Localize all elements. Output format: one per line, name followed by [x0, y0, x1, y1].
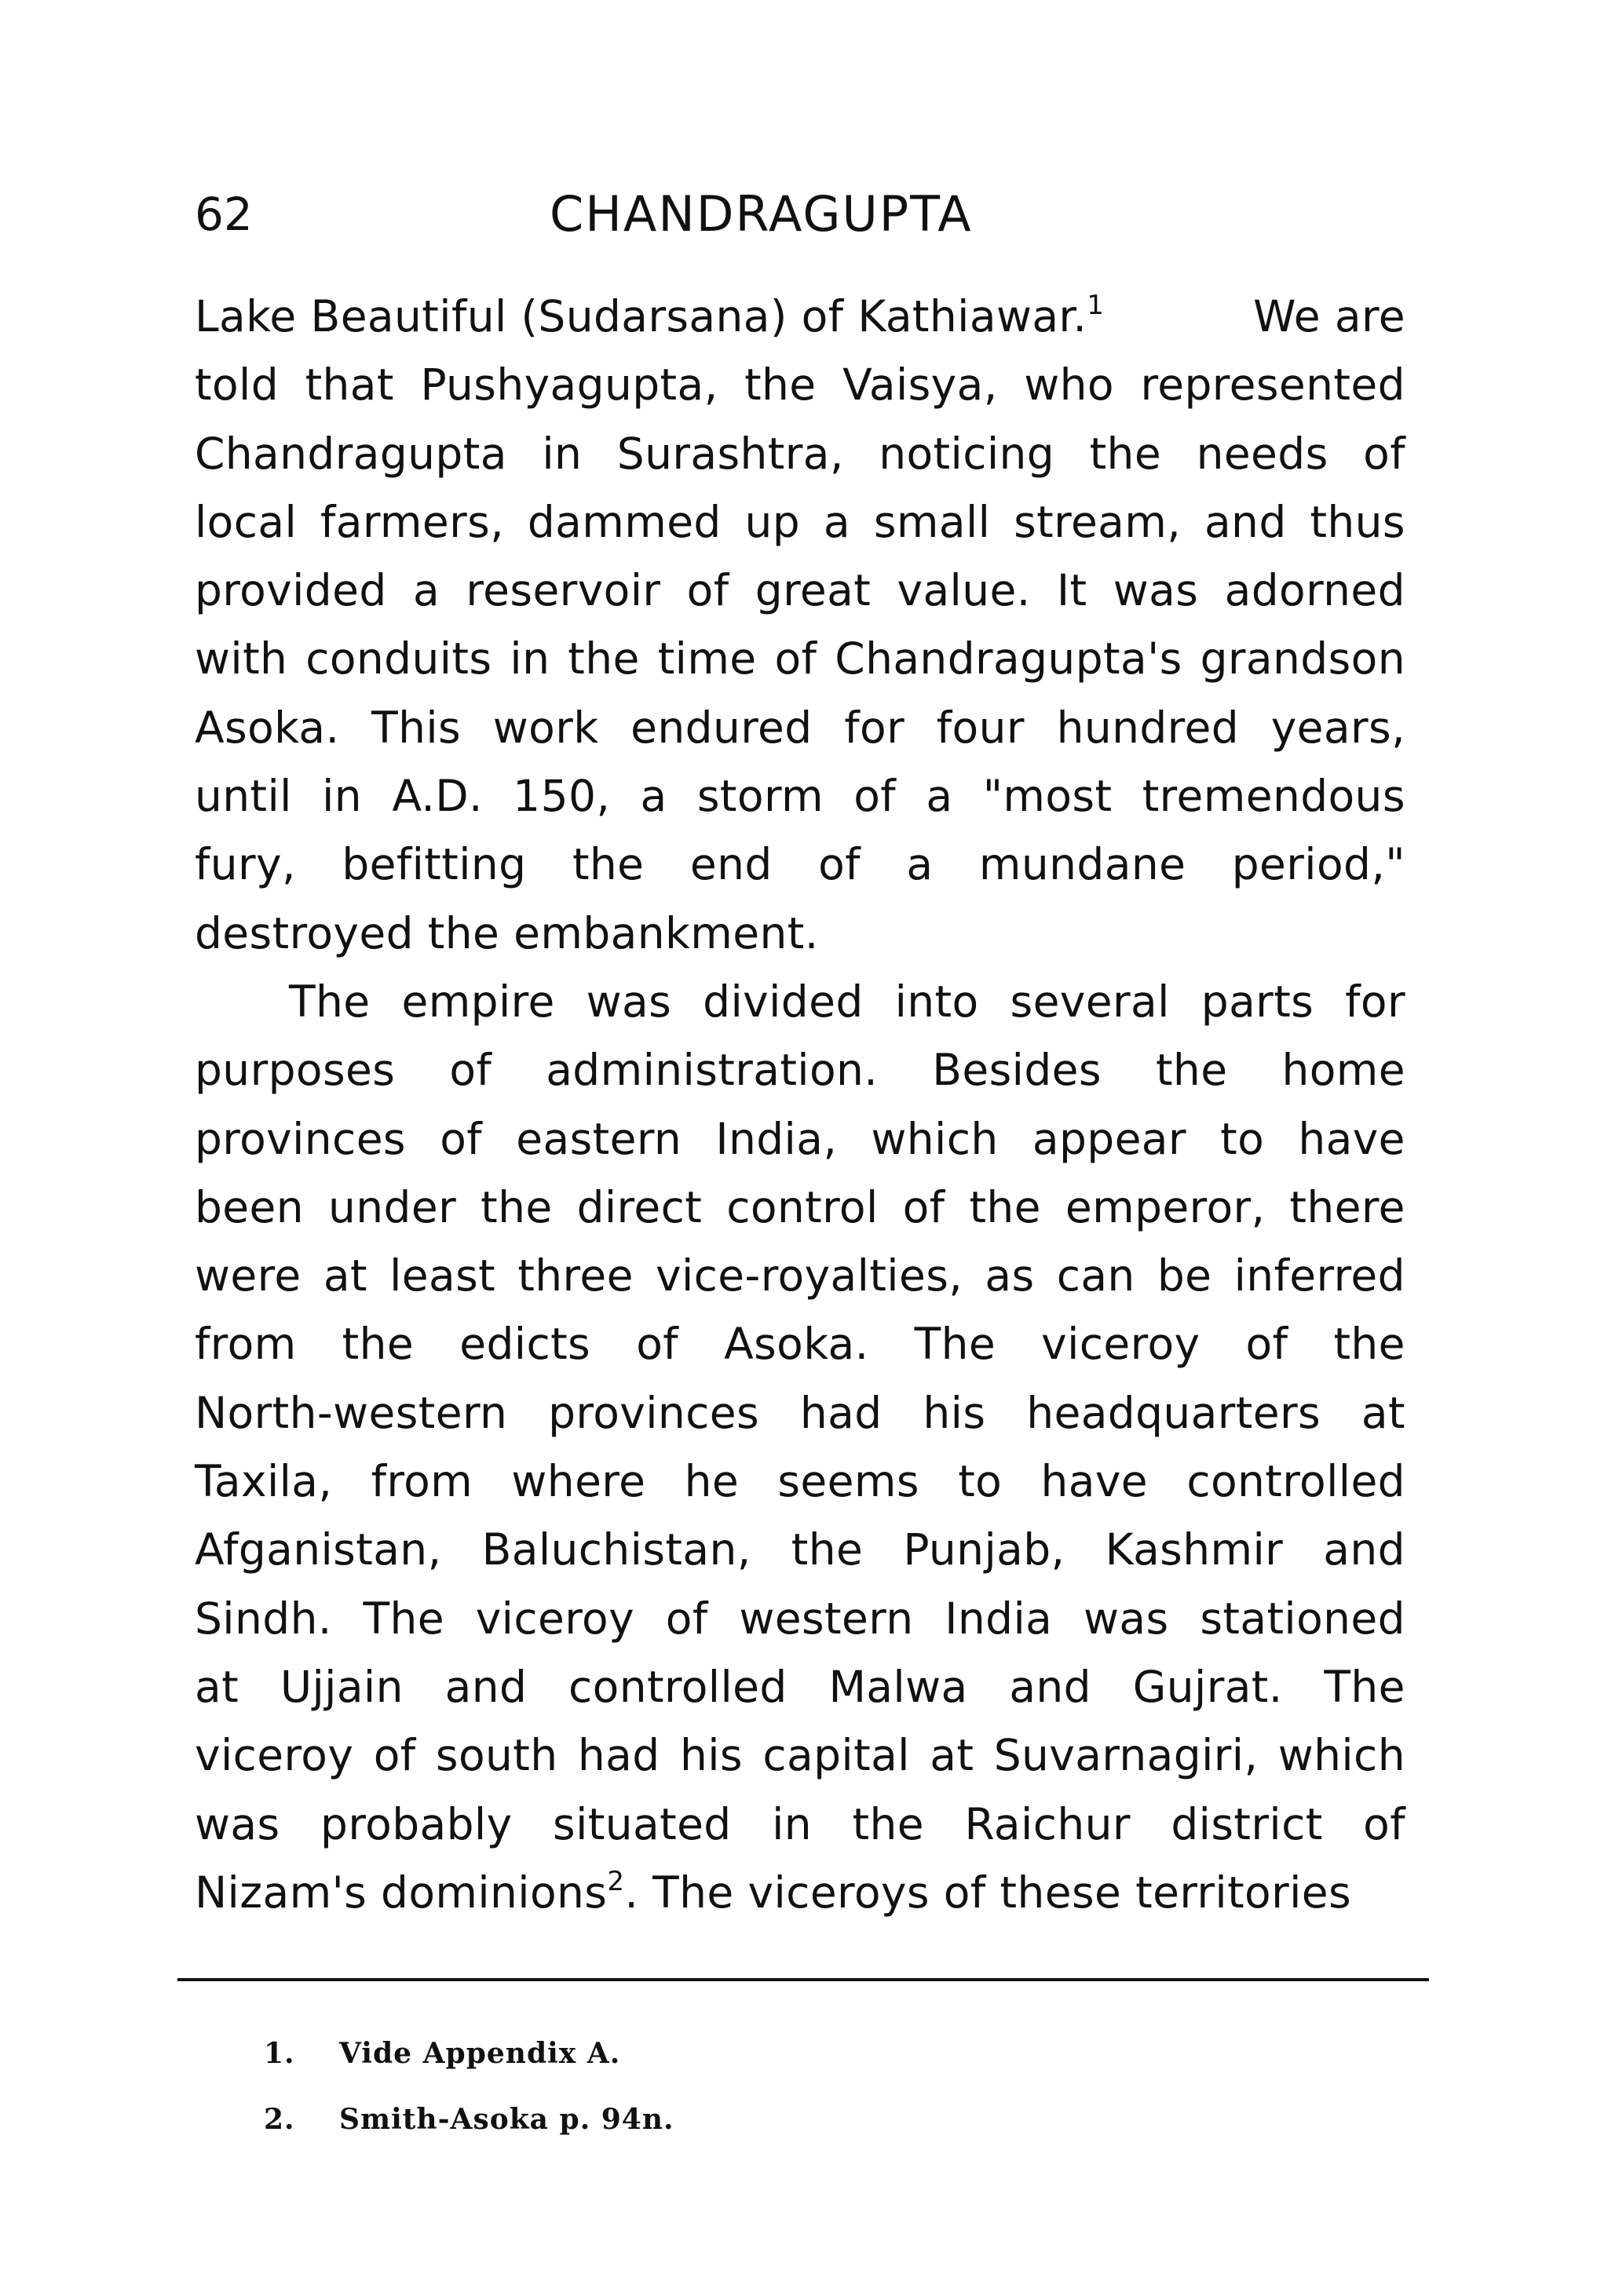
word: end [689, 839, 773, 890]
word: of [636, 1319, 679, 1370]
word: the [744, 360, 817, 411]
word: India [945, 1593, 1053, 1644]
word: the [481, 1181, 553, 1232]
word: viceroy [195, 1730, 354, 1781]
word: fury, [195, 839, 296, 890]
word: was [1084, 1593, 1169, 1644]
word: probably [320, 1798, 513, 1849]
word: several [1010, 976, 1170, 1027]
word: Punjab, [903, 1524, 1065, 1575]
word: India, [715, 1113, 838, 1164]
word: home [1281, 1045, 1405, 1096]
word: Taxila, [195, 1456, 333, 1507]
text-line [195, 694, 1405, 762]
word: inferred [1233, 1250, 1405, 1301]
word: was [586, 976, 672, 1027]
word: had [799, 1387, 883, 1438]
word: for [844, 702, 905, 753]
word: at [930, 1730, 974, 1781]
word: his [679, 1730, 743, 1781]
word: a [640, 771, 667, 822]
text-line [195, 283, 1405, 351]
word: viceroy [1041, 1319, 1201, 1370]
word: divided [703, 976, 864, 1027]
word: endured [630, 702, 813, 753]
footnote [264, 2086, 1285, 2152]
footnote-number: 2. [264, 2103, 295, 2136]
word: of [686, 565, 729, 616]
word: stream, [1014, 496, 1182, 547]
word: that [305, 360, 394, 411]
word: headquarters [1026, 1387, 1321, 1438]
word: district [1171, 1798, 1323, 1849]
word: four [936, 702, 1025, 753]
footnote-number: 1. [264, 2037, 295, 2070]
text-line [195, 488, 1405, 557]
word: a [412, 565, 440, 616]
word: appear [1032, 1113, 1186, 1164]
text-line [195, 420, 1405, 488]
word: can [1056, 1250, 1135, 1301]
word: told [195, 360, 280, 411]
word: Sindh. [195, 1593, 332, 1644]
word: capital [762, 1730, 910, 1781]
word: in [322, 771, 363, 822]
word: least [389, 1250, 496, 1301]
word: North-western [195, 1387, 508, 1438]
word: The [363, 1593, 444, 1644]
line-segment: Nizam's dominions$^2$. The viceroys of these territories [195, 1865, 1352, 1918]
word: and [1323, 1524, 1405, 1575]
text-line [195, 1585, 1405, 1653]
word: of [1363, 428, 1405, 479]
text-line [195, 762, 1405, 830]
line-segment: We are [1253, 291, 1405, 341]
word: and [444, 1661, 528, 1712]
word: who [1024, 360, 1114, 411]
word: in [772, 1798, 813, 1849]
word: under [328, 1181, 457, 1232]
word: Gujrat. [1132, 1661, 1283, 1712]
word: adorned [1224, 565, 1405, 616]
word: "most [982, 771, 1113, 822]
word: Vaisya, [842, 360, 998, 411]
text-line [195, 1859, 1405, 1927]
word: a [926, 771, 953, 822]
word: conduits [305, 633, 492, 684]
word: from [195, 1319, 297, 1370]
text-line [195, 830, 1405, 899]
word: at [1361, 1387, 1405, 1438]
word: great [755, 565, 872, 616]
word: with [195, 633, 288, 684]
word: be [1157, 1250, 1212, 1301]
word: The [1324, 1661, 1405, 1712]
word: eastern [516, 1113, 682, 1164]
word: controlled [568, 1661, 788, 1712]
word: of [665, 1593, 708, 1644]
footnotes [264, 2020, 1285, 2152]
word: there [1289, 1181, 1405, 1232]
word: up [744, 496, 801, 547]
word: period," [1231, 839, 1405, 890]
word: have [1040, 1456, 1149, 1507]
word: storm [696, 771, 824, 822]
word: edicts [459, 1319, 591, 1370]
footnote-reference: 2 [607, 1865, 625, 1897]
paragraph-2 [195, 968, 1405, 1927]
text-line [195, 625, 1405, 693]
word: a [906, 839, 934, 890]
word: of [774, 633, 817, 684]
word: Malwa [828, 1661, 968, 1712]
word: and [1204, 496, 1287, 547]
word: which [1277, 1730, 1405, 1781]
text-line [195, 1105, 1405, 1174]
footnote-reference: 1 [1087, 290, 1105, 321]
word: Suvarnagiri, [993, 1730, 1259, 1781]
word: vice-royalties, [656, 1250, 963, 1301]
word: Chandragupta [195, 428, 507, 479]
word: as [985, 1250, 1035, 1301]
word: he [684, 1456, 740, 1507]
word: three [517, 1250, 634, 1301]
word: purposes [195, 1045, 396, 1096]
text-line [195, 351, 1405, 419]
footnote-text: Vide Appendix A. [339, 2037, 621, 2070]
footnote-rule [177, 1978, 1429, 1981]
word: of [440, 1113, 483, 1164]
text-line [195, 1242, 1405, 1310]
word: stationed [1200, 1593, 1405, 1644]
word: south [435, 1730, 558, 1781]
text-line [195, 1447, 1405, 1516]
word: Raichur [964, 1798, 1131, 1849]
word: the [852, 1798, 925, 1849]
word: The [914, 1319, 996, 1370]
text-line [195, 1174, 1405, 1242]
word: seems [777, 1456, 919, 1507]
word: was [1113, 565, 1199, 616]
word: to [1220, 1113, 1265, 1164]
word: Baluchistan, [481, 1524, 751, 1575]
word: were [195, 1250, 302, 1301]
word: empire [401, 976, 555, 1027]
word: Pushyagupta, [420, 360, 718, 411]
word: grandson [1200, 633, 1405, 684]
word: Asoka. [195, 702, 340, 753]
word: 150, [513, 771, 611, 822]
word: time [657, 633, 757, 684]
word: of [902, 1181, 945, 1232]
word: viceroy [475, 1593, 635, 1644]
word: at [195, 1661, 239, 1712]
word: provinces [195, 1113, 406, 1164]
footnote-text: Smith-Asoka p. 94n. [339, 2103, 674, 2136]
footnote [264, 2020, 1285, 2086]
line-segment: Lake Beautiful (Sudarsana) of Kathiawar.$^1$ [195, 290, 1105, 341]
body-text [195, 283, 1405, 1927]
text-line [195, 1036, 1405, 1104]
text-line [195, 1790, 1405, 1859]
word: have [1298, 1113, 1405, 1164]
word: in [542, 428, 583, 479]
text-line [195, 557, 1405, 625]
running-title: CHANDRAGUPTA [550, 185, 973, 243]
word: provided [195, 565, 387, 616]
word: his [923, 1387, 986, 1438]
word: It [1056, 565, 1087, 616]
word: emperor, [1065, 1181, 1266, 1232]
word: the [568, 633, 640, 684]
word: a [823, 496, 851, 547]
word: the [791, 1524, 864, 1575]
word: where [511, 1456, 646, 1507]
word: parts [1201, 976, 1314, 1027]
text-line: destroyed the embankment. [195, 907, 819, 958]
word: of [373, 1730, 416, 1781]
word: had [577, 1730, 660, 1781]
word: Ujjain [280, 1661, 404, 1712]
word: was [195, 1798, 280, 1849]
word: direct [576, 1181, 703, 1232]
word: local [195, 496, 298, 547]
word: needs [1196, 428, 1328, 479]
word: provinces [548, 1387, 760, 1438]
word: Besides [932, 1045, 1102, 1096]
word: and [1009, 1661, 1091, 1712]
text-line [195, 968, 1405, 1036]
word: the [342, 1319, 415, 1370]
page-number: 62 [195, 188, 253, 241]
word: the [1089, 428, 1162, 479]
word: Kashmir [1105, 1524, 1284, 1575]
word: noticing [879, 428, 1055, 479]
word: which [871, 1113, 999, 1164]
word: reservoir [466, 565, 661, 616]
word: befitting [342, 839, 527, 890]
text-line [195, 1653, 1405, 1721]
word: from [371, 1456, 473, 1507]
word: mundane [978, 839, 1186, 890]
word: to [958, 1456, 1003, 1507]
word: Surashtra, [616, 428, 844, 479]
word: control [726, 1181, 879, 1232]
word: of [818, 839, 861, 890]
word: dammed [527, 496, 722, 547]
word: of [1363, 1798, 1405, 1849]
word: until [195, 771, 292, 822]
text-line [195, 1310, 1405, 1378]
word: thus [1310, 496, 1405, 547]
word: administration. [546, 1045, 879, 1096]
word: the [969, 1181, 1041, 1232]
word: years, [1270, 702, 1405, 753]
word: of [449, 1045, 492, 1096]
word: work [492, 702, 599, 753]
word: western [739, 1593, 914, 1644]
word: tremendous [1142, 771, 1405, 822]
word: small [873, 496, 991, 547]
word: The [289, 976, 371, 1027]
word: value. [897, 565, 1031, 616]
word: situated [553, 1798, 732, 1849]
word: Afganistan, [195, 1524, 442, 1575]
word: for [1345, 976, 1405, 1027]
word: Asoka. [724, 1319, 869, 1370]
word: the [1333, 1319, 1405, 1370]
word: A.D. [392, 771, 483, 822]
text-line [195, 1516, 1405, 1584]
word: of [853, 771, 897, 822]
word: controlled [1186, 1456, 1405, 1507]
word: represented [1140, 360, 1405, 411]
word: been [195, 1181, 305, 1232]
running-head [195, 179, 1396, 250]
word: This [371, 702, 462, 753]
word: the [572, 839, 645, 890]
text-line [195, 1379, 1405, 1447]
text-line [195, 1721, 1405, 1790]
word: into [894, 976, 979, 1027]
paragraph-1 [195, 283, 1405, 968]
word: Chandragupta's [835, 633, 1182, 684]
word: of [1245, 1319, 1288, 1370]
word: at [323, 1250, 367, 1301]
word: hundred [1056, 702, 1240, 753]
word: in [510, 633, 550, 684]
word: the [1155, 1045, 1228, 1096]
word: farmers, [320, 496, 505, 547]
